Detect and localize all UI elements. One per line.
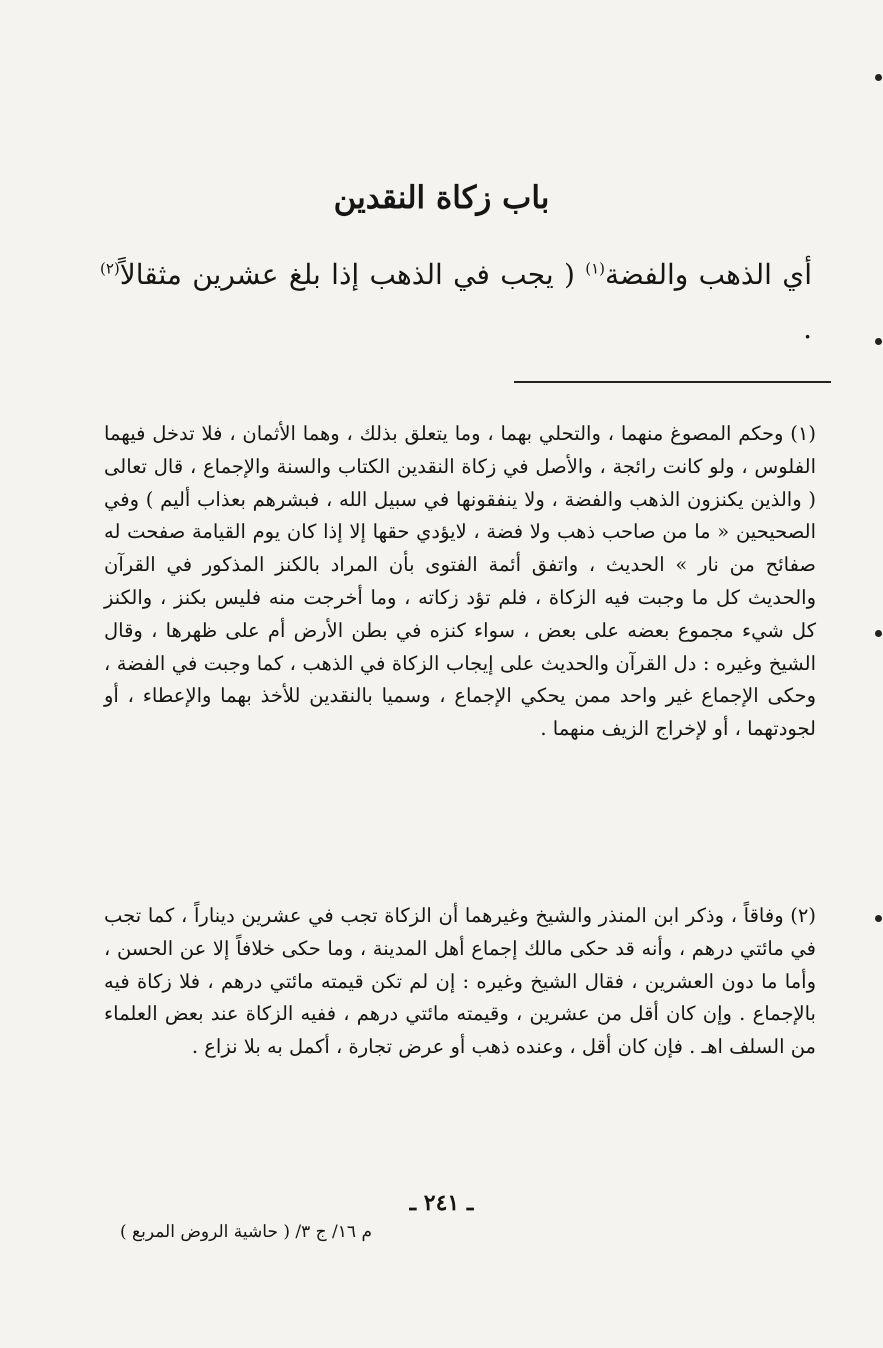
margin-mark	[875, 74, 882, 81]
margin-mark	[875, 630, 882, 637]
main-text-part1: أي الذهب والفضة	[605, 258, 812, 291]
page-number: ـ ٢٤١ ـ	[409, 1190, 474, 1216]
footnote-1: (١) وحكم المصوغ منهما ، والتحلي بهما ، وما يتعلق بذلك ، وهما الأثمان ، فلا تدخل فيهما الفلوس ، ولو كانت رائجة ، والأصل في زكاة النقدين الكتاب والسنة والإجماع ، قال تعالى ( والذين يكنزون الذهب والفضة ، ولا ينفقونها في سبيل الله ، فبشرهم بعذاب أليم ) وفي الصحيحين « ما من صاحب ذهب ولا فضة ، لايؤدي حقها إلا إذا كان يوم القيامة صفحت له صفائح من نار » الحديث ، واتفق أئمة الفتوى بأن المراد بالكنز المذكور في القرآن والحديث كل ما وجبت فيه الزكاة ، فلم تؤد زكاته ، وما أخرجت منه فليس بكنز ، والكنز كل شيء مجموع بعضه على بعض ، سواء كنزه في بطن الأرض أم على ظهرها ، وقال الشيخ وغيره : دل القرآن والحديث على إيجاب الزكاة في الذهب ، كما وجبت في الفضة ، وحكى الإجماع غير واحد ممن يحكي الإجماع ، وسميا بالنقدين للأخذ بهما والإعطاء ، أو لجودتهما ، أو لإخراج الزيف منهما .	[104, 422, 816, 741]
margin-mark	[875, 915, 882, 922]
footnote-separator	[514, 381, 831, 383]
footnote-2: (٢) وفاقاً ، وذكر ابن المنذر والشيخ وغيرهما أن الزكاة تجب في عشرين ديناراً ، كما تجب في مائتي درهم ، وأنه قد حكى مالك إجماع أهل المدينة ، وما حكى خلافاً إلا عن الحسن ، وأما ما دون العشرين ، فقال الشيخ وغيره : إن لم تكن قيمته مائتي درهم ، فلا زكاة فيه بالإجماع . وإن كان أقل من عشرين ، وقيمته مائتي درهم ، ففيه الزكاة عند بعض العلماء من السلف اهـ . فإن كان أقل ، وعنده ذهب أو عرض تجارة ، أكمل به بلا نزاع .	[104, 904, 817, 1059]
main-text	[100, 248, 812, 356]
main-text-part2: ( يجب في الذهب إذا بلغ عشرين مثقالاً	[119, 258, 586, 291]
footnote-ref-1: (١)	[585, 259, 606, 278]
chapter-heading: باب زكاة النقدين	[333, 180, 550, 216]
print-signature: م ١٦/ ج ٣/ ( حاشية الروض المربع )	[120, 1222, 372, 1242]
margin-mark	[875, 338, 882, 345]
footnote-ref-2: (٢)	[100, 259, 120, 278]
main-text-part3: .	[803, 312, 812, 345]
